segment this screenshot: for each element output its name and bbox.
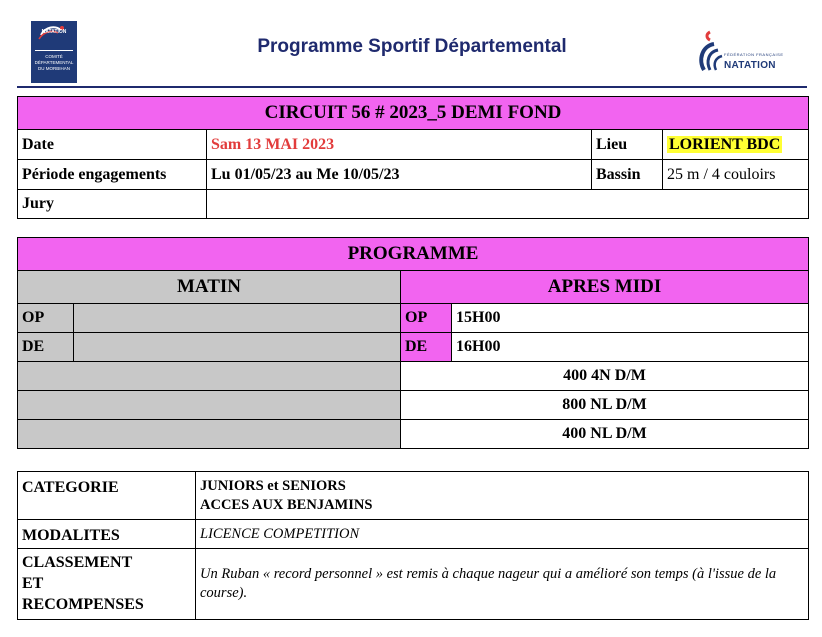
modalites-label: MODALITES — [18, 520, 196, 549]
categorie-value — [196, 472, 809, 520]
matin-op-value — [74, 304, 401, 333]
lieu-label: Lieu — [592, 130, 663, 160]
categorie-line: ACCES AUX BENJAMINS — [200, 497, 373, 513]
classement-label: CLASSEMENT ET RECOMPENSES — [18, 549, 196, 620]
details-table — [17, 471, 809, 620]
matin-event-slot — [18, 420, 401, 449]
programme-title: PROGRAMME — [18, 238, 809, 271]
matin-header: MATIN — [18, 271, 401, 304]
pm-op-label: OP — [401, 304, 452, 333]
ffn-wordmark: NATATION — [724, 60, 776, 71]
matin-event-slot — [18, 362, 401, 391]
classement-value: Un Ruban « record personnel » est remis à chaque nageur qui a amélioré son temps (à l'issue de la course). — [196, 549, 809, 620]
pm-event: 400 NL D/M — [401, 420, 809, 449]
bassin-value: 25 m / 4 couloirs — [663, 160, 809, 190]
programme-table — [17, 237, 809, 449]
modalites-value: LICENCE COMPETITION — [196, 520, 809, 549]
periode-value: Lu 01/05/23 au Me 10/05/23 — [207, 160, 592, 190]
swimmer-logo-icon — [31, 21, 77, 51]
categorie-label: CATEGORIE — [18, 472, 196, 520]
ffn-logo — [698, 30, 784, 78]
date-value: Sam 13 MAI 2023 — [207, 130, 592, 160]
pm-de-value: 16H00 — [452, 333, 809, 362]
pm-de-label: DE — [401, 333, 452, 362]
comite-logo — [31, 21, 77, 83]
logo-left-wordmark: NATATION — [41, 29, 67, 35]
pm-event: 400 4N D/M — [401, 362, 809, 391]
matin-op-label: OP — [18, 304, 74, 333]
event-title: CIRCUIT 56 # 2023_5 DEMI FOND — [18, 97, 809, 130]
header-rule — [17, 86, 807, 88]
pm-op-value: 15H00 — [452, 304, 809, 333]
logo-left-subtitle: COMITÉ DÉPARTEMENTAL DU MORBIHAN — [34, 54, 74, 71]
categorie-line: JUNIORS et SENIORS — [200, 478, 346, 494]
apres-midi-header: APRES MIDI — [401, 271, 809, 304]
page-title: Programme Sportif Départemental — [257, 36, 567, 57]
matin-event-slot — [18, 391, 401, 420]
bassin-label: Bassin — [592, 160, 663, 190]
jury-value — [207, 190, 809, 219]
event-info-table — [17, 96, 809, 219]
lieu-cell — [663, 130, 809, 160]
date-label: Date — [18, 130, 207, 160]
periode-label: Période engagements — [18, 160, 207, 190]
matin-de-label: DE — [18, 333, 74, 362]
pm-event: 800 NL D/M — [401, 391, 809, 420]
page-header — [0, 0, 822, 90]
matin-de-value — [74, 333, 401, 362]
ffn-subline: FÉDÉRATION FRANÇAISE — [724, 52, 784, 57]
lieu-value: LORIENT BDC — [669, 135, 781, 153]
logo-divider — [35, 50, 73, 51]
jury-label: Jury — [18, 190, 207, 219]
